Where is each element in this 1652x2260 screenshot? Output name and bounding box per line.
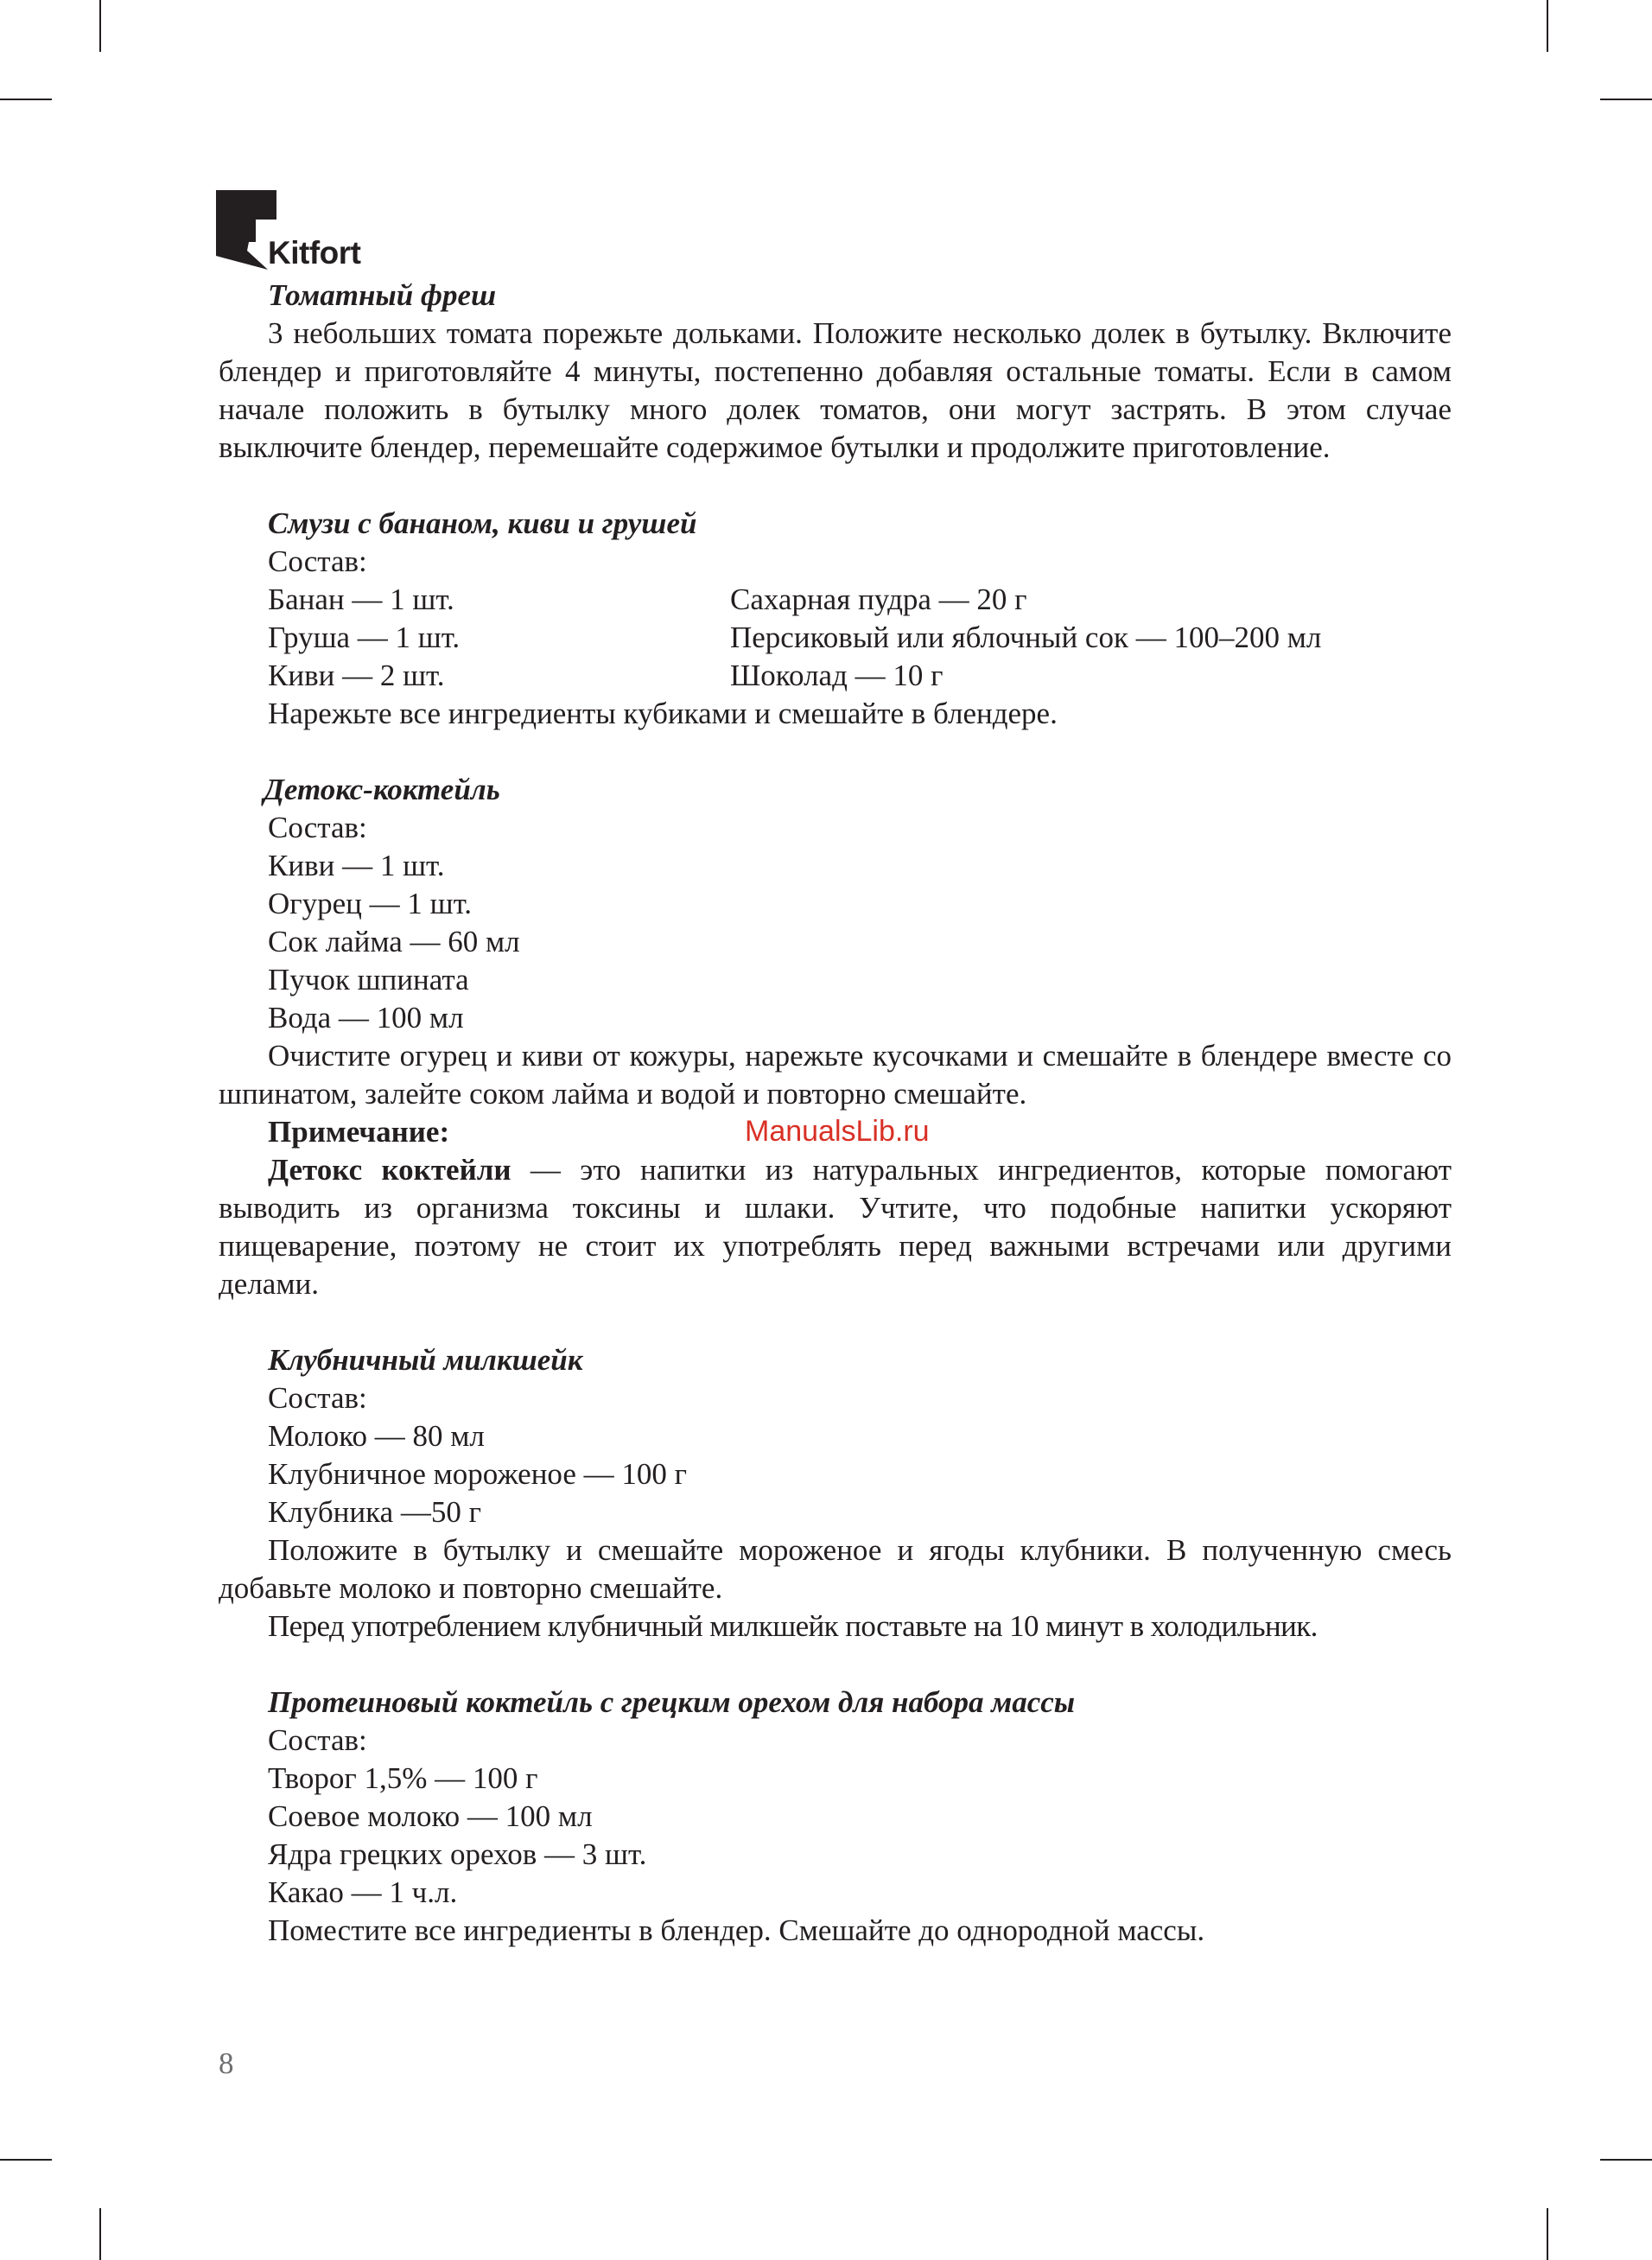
ingredient: Огурец — 1 шт. <box>268 887 473 920</box>
page-content <box>219 277 1452 1950</box>
crop-mark <box>1600 2159 1652 2161</box>
crop-mark <box>1600 99 1652 100</box>
ingredient: Вода — 100 мл <box>268 1001 464 1035</box>
crop-mark <box>1547 0 1548 52</box>
ingredient: Сок лайма — 60 мл <box>268 925 520 958</box>
ingredient-row <box>219 619 1452 657</box>
ingredient: Банан — 1 шт. <box>268 583 454 616</box>
crop-mark <box>99 0 101 52</box>
note-body: — это напитки из натуральных ингредиентов, которые помогают выводить из организма токсины и шлаки. Учтите, что подобные напитки ускоряют пищеварение, поэтому не стоит их употреблять перед важными встречами или другими делами. <box>219 1153 1452 1301</box>
ingredient: Клубничное мороженое — 100 г <box>268 1457 687 1491</box>
composition-label: Состав: <box>268 1723 367 1757</box>
recipe-title: Клубничный милкшейк <box>268 1343 583 1377</box>
recipe-text: Очистите огурец и киви от кожуры, нарежьте кусочками и смешайте в блендере вместе со шпинатом, залейте соком лайма и водой и повторно смешайте. <box>219 1039 1452 1111</box>
page-number: 8 <box>219 2047 234 2080</box>
ingredient: Шоколад — 10 г <box>730 659 944 692</box>
recipe-text: Поместите все ингредиенты в блендер. Смешайте до однородной массы. <box>268 1913 1205 1947</box>
ingredient: Соевое молоко — 100 мл <box>268 1799 593 1833</box>
note-text <box>219 1151 1452 1303</box>
ingredient: Ядра грецких орехов — 3 шт. <box>268 1837 647 1871</box>
ingredient: Какао — 1 ч.л. <box>268 1875 458 1909</box>
crop-mark <box>0 99 52 100</box>
ingredient: Груша — 1 шт. <box>268 621 461 654</box>
note-label: Примечание: <box>268 1115 450 1149</box>
ingredient-row <box>219 581 1452 619</box>
ingredient-row <box>219 657 1452 695</box>
ingredient: Клубника —50 г <box>268 1495 481 1529</box>
crop-mark <box>1547 2208 1548 2260</box>
recipe-text: 3 небольших томата порежьте дольками. Положите несколько долек в бутылку. Включите блендер и приготовляйте 4 минуты, постепенно добавляя остальные томаты. Если в самом начале положить в бутылку много долек томатов, они могут застрять. В этом случае выключите блендер, перемешайте содержимое бутылки и продолжите приготовление. <box>219 316 1452 464</box>
recipe-title: Томатный фреш <box>268 278 497 312</box>
ingredient: Киви — 1 шт. <box>268 849 445 882</box>
ingredient: Киви — 2 шт. <box>268 659 445 692</box>
ingredient: Сахарная пудра — 20 г <box>730 583 1027 616</box>
ingredient: Персиковый или яблочный сок — 100–200 мл <box>730 621 1322 654</box>
recipe-tip: Перед употреблением клубничный милкшейк поставьте на 10 минут в холодильник. <box>268 1609 1318 1643</box>
crop-mark <box>99 2208 101 2260</box>
ingredient: Молоко — 80 мл <box>268 1419 485 1453</box>
recipe-title: Смузи с бананом, киви и грушей <box>268 506 697 540</box>
ingredient: Творог 1,5% — 100 г <box>268 1761 538 1795</box>
brand-logo <box>216 190 389 277</box>
composition-label: Состав: <box>268 1381 367 1415</box>
composition-label: Состав: <box>268 811 367 844</box>
recipe-text: Нарежьте все ингредиенты кубиками и смешайте в блендере. <box>268 697 1058 730</box>
brand-name: Kitfort <box>268 235 361 271</box>
watermark: ManualsLib.ru <box>745 1115 930 1148</box>
recipe-title: Протеиновый коктейль с грецким орехом для набора массы <box>268 1685 1076 1719</box>
composition-label: Состав: <box>268 544 367 578</box>
recipe-text: Положите в бутылку и смешайте мороженое и ягоды клубники. В полученную смесь добавьте молоко и повторно смешайте. <box>219 1533 1452 1605</box>
ingredient: Пучок шпината <box>268 963 469 996</box>
recipe-title: Детокс-коктейль <box>264 773 500 806</box>
crop-mark <box>0 2159 52 2161</box>
note-term: Детокс коктейли <box>268 1153 511 1187</box>
